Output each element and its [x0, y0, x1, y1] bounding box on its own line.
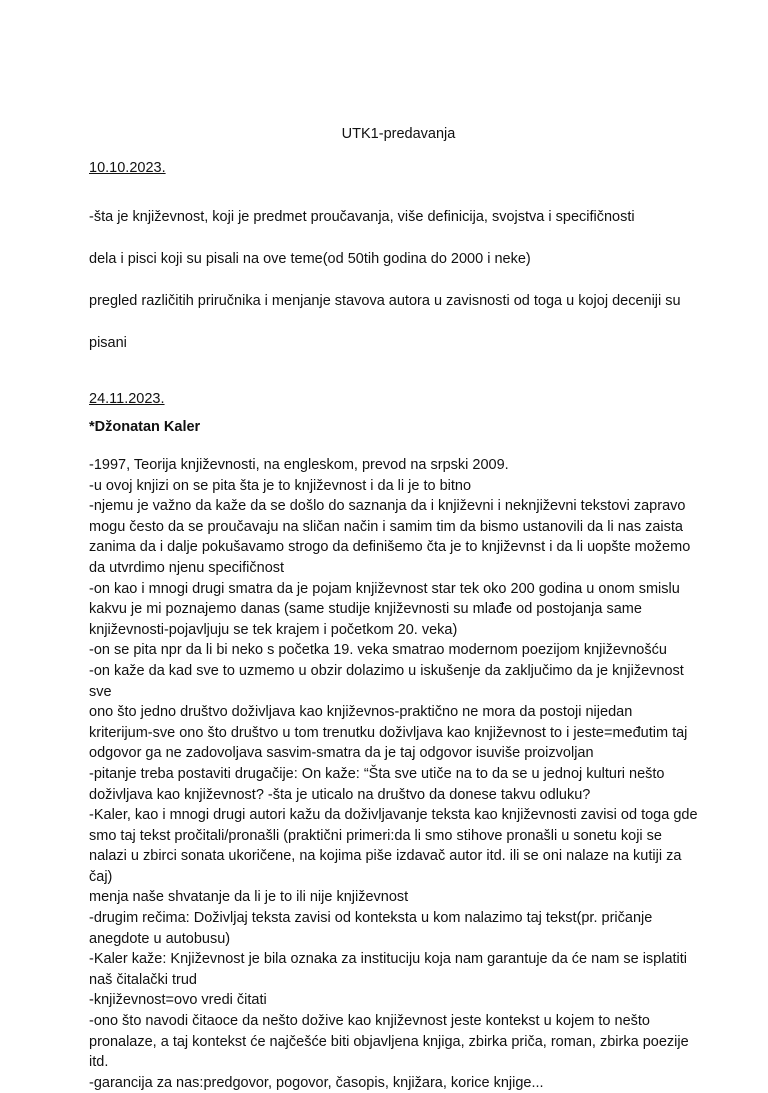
section2-line: -1997, Teorija književnosti, na engleskom, prevod na srpski 2009. — [89, 457, 509, 473]
section2-line: kriterijum-sve ono što društvo u tom trenutku doživljava kao književnost to i jeste=međutim taj — [89, 724, 688, 741]
section2-body — [89, 455, 708, 1093]
section2-line: -on kao i mnogi drugi smatra da je pojam književnost star tek oko 200 godina u onom smislu — [89, 580, 680, 597]
section2-line: doživljava kao književnost? -šta je uticalo na društvo da donese takvu odluku? — [89, 786, 591, 803]
section2-heading: *Džonatan Kaler — [89, 419, 201, 435]
section2-line: ono što jedno društvo doživljava kao književnos-praktično ne mora da postoji nijedan — [89, 704, 633, 721]
section1-line: -šta je književnost, koji je predmet proučavanja, više definicija, svojstva i specifičnosti — [89, 209, 635, 225]
section2-line: -drugim rečima: Doživljaj teksta zavisi od konteksta u kom nalazimo taj tekst(pr. pričanje — [89, 910, 653, 927]
section1-date: 10.10.2023. — [89, 160, 166, 176]
section1-line: dela i pisci koji su pisali na ove teme(od 50tih godina do 2000 i neke) — [89, 251, 531, 267]
section1-body — [89, 186, 708, 375]
section2-line: menja naše shvatanje da li je to ili nije književnost — [89, 889, 409, 906]
section1-line: pregled različitih priručnika i menjanje stavova autora u zavisnosti od toga u kojoj deceniji su — [89, 293, 681, 309]
section2-line: -garancija za nas:predgovor, pogovor, časopis, knjižara, korice knjige... — [89, 1074, 544, 1091]
section2-line: nalazi u zbirci sonata ukoričene, na kojima piše izdavač autor itd. ili se oni nalaze na kutiji za čaj) — [89, 848, 682, 885]
section2-line: naš čitalački trud — [89, 971, 197, 988]
section2-line: -on se pita npr da li bi neko s početka 19. veka smatrao modernom poezijom književnošću — [89, 642, 667, 659]
section2-line: -on kaže da kad sve to uzmemo u obzir dolazimo u iskušenje da zaključimo da je književnost sve — [89, 662, 684, 700]
section2-line: odgovor ga ne zadovoljava sasvim-smatra da je taj odgovor isuviše proizvoljan — [89, 745, 594, 762]
section2-line: da utvrdimo njenu specifičnost — [89, 559, 285, 576]
section2-line: smo taj tekst pročitali/pronašli (praktični primeri:da li smo stihove pronašli u sonetu koji se — [89, 827, 662, 844]
section2-line: -književnost=ovo vredi čitati — [89, 992, 267, 1009]
section2-line: itd. — [89, 1054, 109, 1071]
section2-date: 24.11.2023. — [89, 391, 165, 407]
section2-line: -Kaler, kao i mnogi drugi autori kažu da doživljavanje teksta kao književnosti zavisi od toga gde — [89, 807, 698, 824]
section2-line: anegdote u autobusu) — [89, 930, 231, 947]
section2-line: zanima da i dalje pokušavamo strogo da definišemo čta je to književnst i da li uopšte možemo — [89, 539, 691, 556]
section2-line: književnosti-pojavljuju se tek krajem i početkom 20. veka) — [89, 621, 458, 638]
section2-line: -u ovoj knjizi on se pita šta je to književnost i da li je to bitno — [89, 477, 472, 494]
section2-line: pronalaze, a taj kontekst će najčešće biti objavljena knjiga, zbirka priča, roman, zbirka poezije — [89, 1033, 689, 1050]
section2-line: -Kaler kaže: Književnost je bila oznaka za instituciju koja nam garantuje da će nam se isplatiti — [89, 951, 688, 968]
section2-line: mogu često da se proučavaju na sličan način i samim tim da bismo ustanovili da li nas zaista — [89, 518, 683, 535]
section2-line: -njemu je važno da kaže da se došlo do saznanja da i književni i neknjiževni tekstovi zapravo — [89, 498, 686, 515]
section1-line: pisani — [89, 335, 127, 351]
document-title: UTK1-predavanja — [341, 126, 456, 142]
section2-line: kakvu je mi poznajemo danas (same studije književnosti su mlađe od postojanja same — [89, 601, 642, 618]
section2-line: -ono što navodi čitaoce da nešto dožive kao književnost jeste kontekst u kojem to nešto — [89, 1013, 650, 1030]
section2-line: -pitanje treba postaviti drugačije: On kaže: “Šta sve utiče na to da se u jednoj kulturi nešto — [89, 765, 665, 782]
